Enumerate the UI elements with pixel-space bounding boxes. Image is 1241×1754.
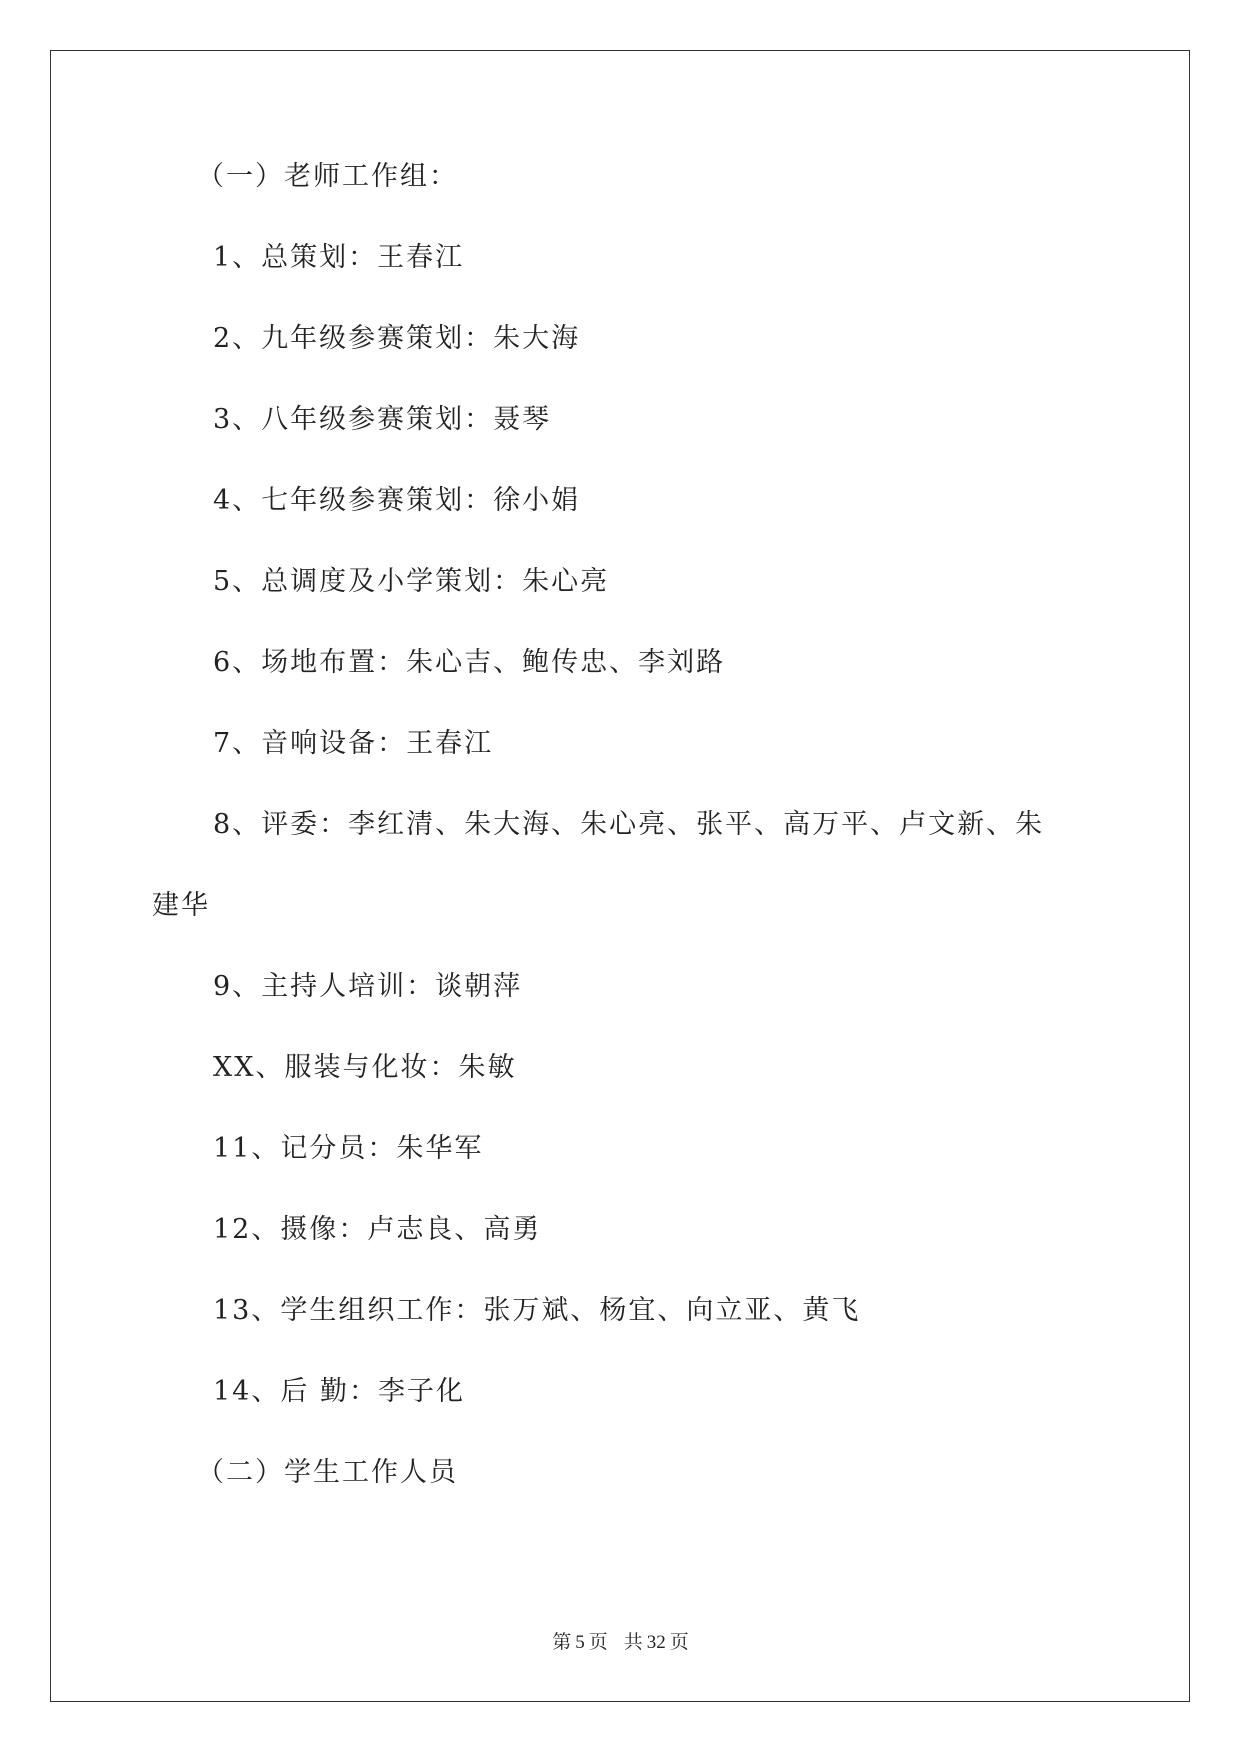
list-item: 6、场地布置：朱心吉、鲍传忠、李刘路: [213, 647, 726, 678]
total-suffix: 页: [669, 1631, 689, 1653]
list-item: 14、后 勤：李子化: [213, 1376, 465, 1407]
page-border: [50, 50, 1190, 1702]
list-item: 4、七年级参赛策划：徐小娟: [213, 485, 581, 516]
list-item: 2、九年级参赛策划：朱大海: [213, 323, 581, 354]
list-item: 13、学生组织工作：张万斌、杨宜、向立亚、黄飞: [213, 1295, 861, 1326]
page-prefix: 第: [552, 1631, 572, 1653]
section-heading-teacher-group: （一）老师工作组：: [197, 161, 458, 192]
total-prefix: 共: [623, 1631, 643, 1653]
list-item: XX、服装与化妆：朱敏: [213, 1052, 517, 1083]
list-item: 5、总调度及小学策划：朱心亮: [213, 566, 610, 597]
page-current: 5: [575, 1632, 585, 1653]
page-suffix: 页: [588, 1631, 608, 1653]
list-item: 7、音响设备：王春江: [213, 728, 494, 759]
list-item: 1、总策划：王春江: [213, 242, 465, 273]
list-item: 11、记分员：朱华军: [213, 1133, 484, 1164]
list-item: 9、主持人培训：谈朝萍: [213, 971, 523, 1002]
section-heading-student-staff: （二）学生工作人员: [197, 1457, 458, 1488]
list-item: 3、八年级参赛策划：聂琴: [213, 404, 552, 435]
list-item: 8、评委：李红清、朱大海、朱心亮、张平、高万平、卢文新、朱: [213, 809, 1045, 840]
page-footer: [0, 1630, 1241, 1655]
list-item: 12、摄像：卢志良、高勇: [213, 1214, 542, 1245]
page-total: 32: [646, 1632, 666, 1653]
list-item-continuation: 建华: [152, 890, 210, 921]
